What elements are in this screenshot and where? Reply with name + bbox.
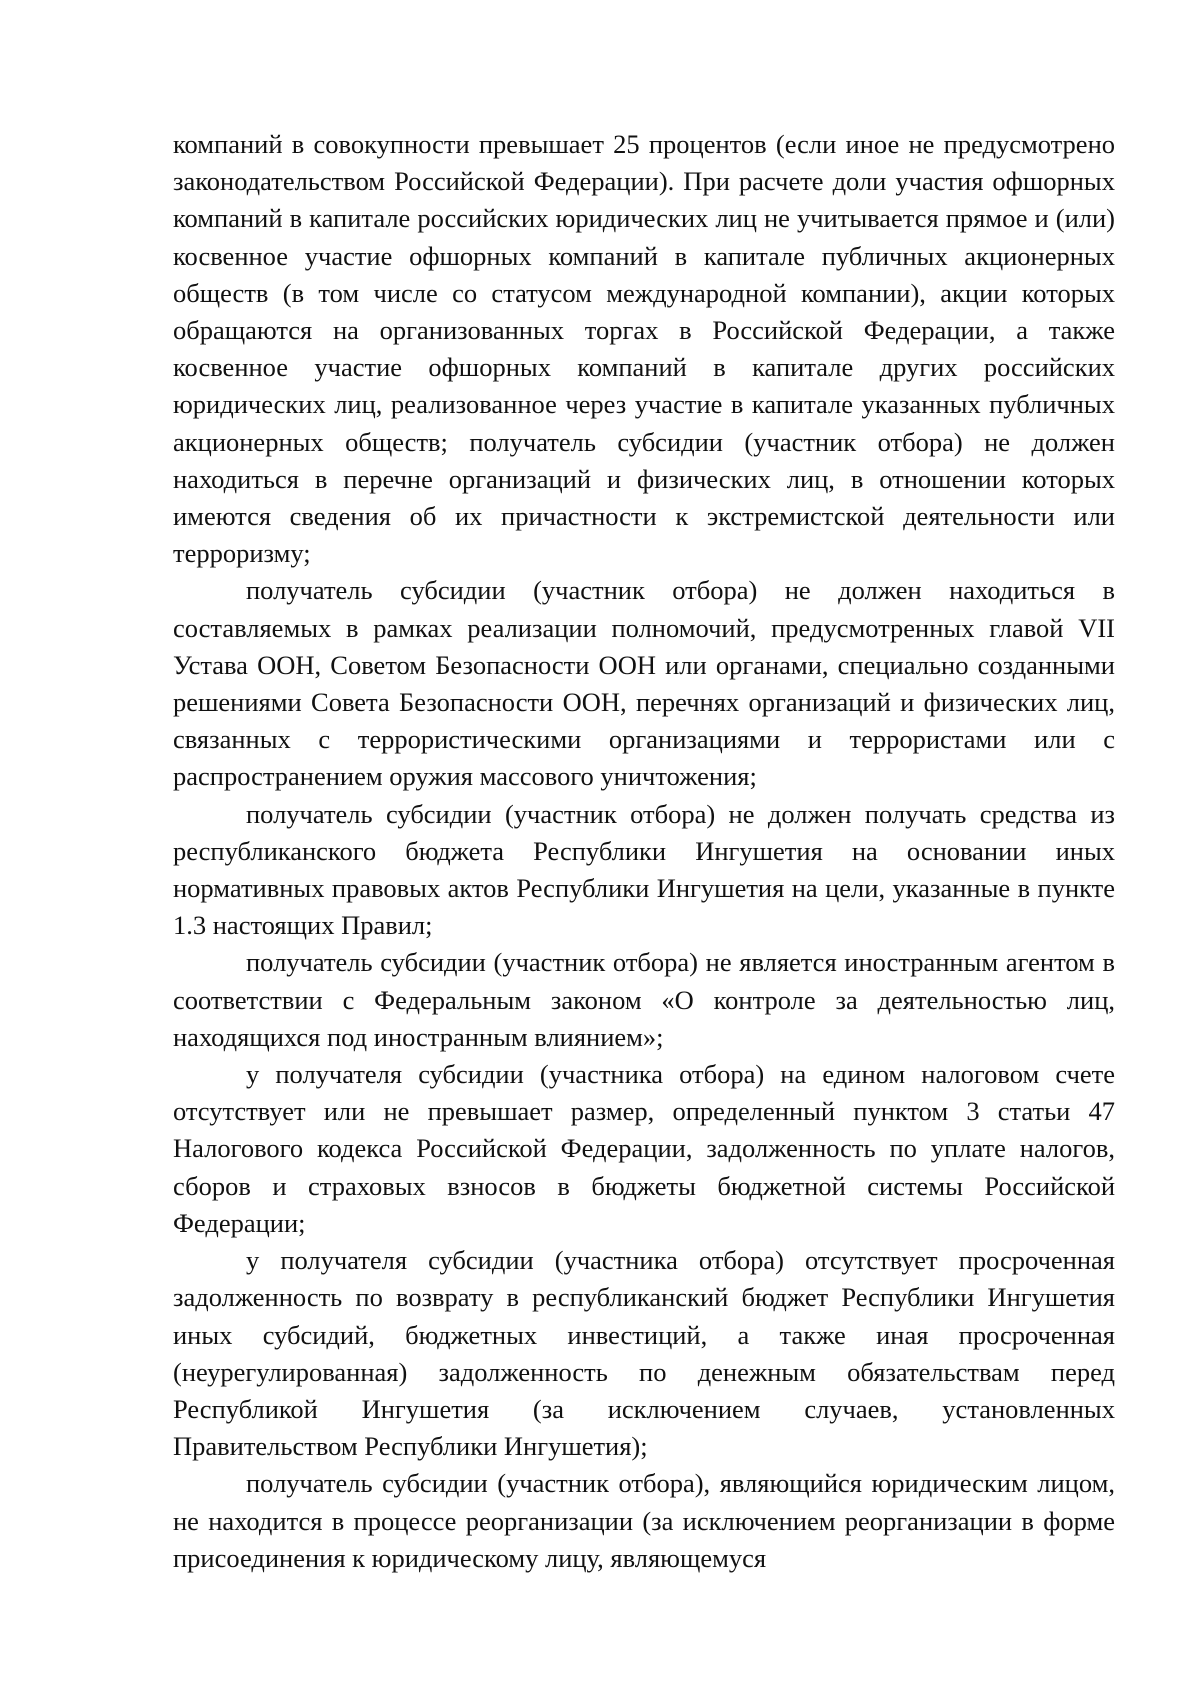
- document-body: [173, 126, 1115, 1577]
- paragraph-no-other-budget-funds: получатель субсидии (участник отбора) не должен получать средства из республиканского бюджета Республики Ингушетия на основании иных нормативных правовых актов Республики Ингушетия на цели, указанные в пункте 1.3 настоящих Правил;: [173, 798, 1115, 941]
- paragraph-offshore-capital: компаний в совокупности превышает 25 процентов (если иное не предусмотрено законодательством Российской Федерации). При расчете доли участия офшорных компаний в капитале российских юридических лиц не учитывается прямое и (или) косвенное участие офшорных компаний в капитале публичных акционерных обществ (в том числе со статусом международной компании), акции которых обращаются на организованных торгах в Российской Федерации, а также косвенное участие офшорных компаний в капитале других российских юридических лиц, реализованное через участие в капитале указанных публичных акционерных обществ; получатель субсидии (участник отбора) не должен находиться в перечне организаций и физических лиц, в отношении которых имеются сведения об их причастности к экстремистской деятельности или терроризму;: [173, 129, 1115, 569]
- paragraph-tax-debt: у получателя субсидии (участника отбора) на едином налоговом счете отсутствует или не превышает размер, определенный пунктом 3 статьи 47 Налогового кодекса Российской Федерации, задолженность по уплате налогов, сборов и страховых взносов в бюджеты бюджетной системы Российской Федерации;: [173, 1059, 1115, 1238]
- paragraph-overdue-debt: у получателя субсидии (участника отбора) отсутствует просроченная задолженность по возврату в республиканский бюджет Республики Ингушетия иных субсидий, бюджетных инвестиций, а также иная просроченная (неурегулированная) задолженность по денежным обязательствам перед Республикой Ингушетия (за исключением случаев, установленных Правительством Республики Ингушетия);: [173, 1245, 1115, 1462]
- paragraph-un-sanctions-lists: получатель субсидии (участник отбора) не должен находиться в составляемых в рамках реализации полномочий, предусмотренных главой VII Устава ООН, Советом Безопасности ООН или органами, специально созданными решениями Совета Безопасности ООН, перечнях организаций и физических лиц, связанных с террористическими организациями и террористами или с распространением оружия массового уничтожения;: [173, 575, 1115, 792]
- paragraph-not-foreign-agent: получатель субсидии (участник отбора) не является иностранным агентом в соответствии с Федеральным законом «О контроле за деятельностью лиц, находящихся под иностранным влиянием»;: [173, 947, 1115, 1052]
- paragraph-reorganization: получатель субсидии (участник отбора), являющийся юридическим лицом, не находится в процессе реорганизации (за исключением реорганизации в форме присоединения к юридическому лицу, являющемуся: [173, 1468, 1115, 1573]
